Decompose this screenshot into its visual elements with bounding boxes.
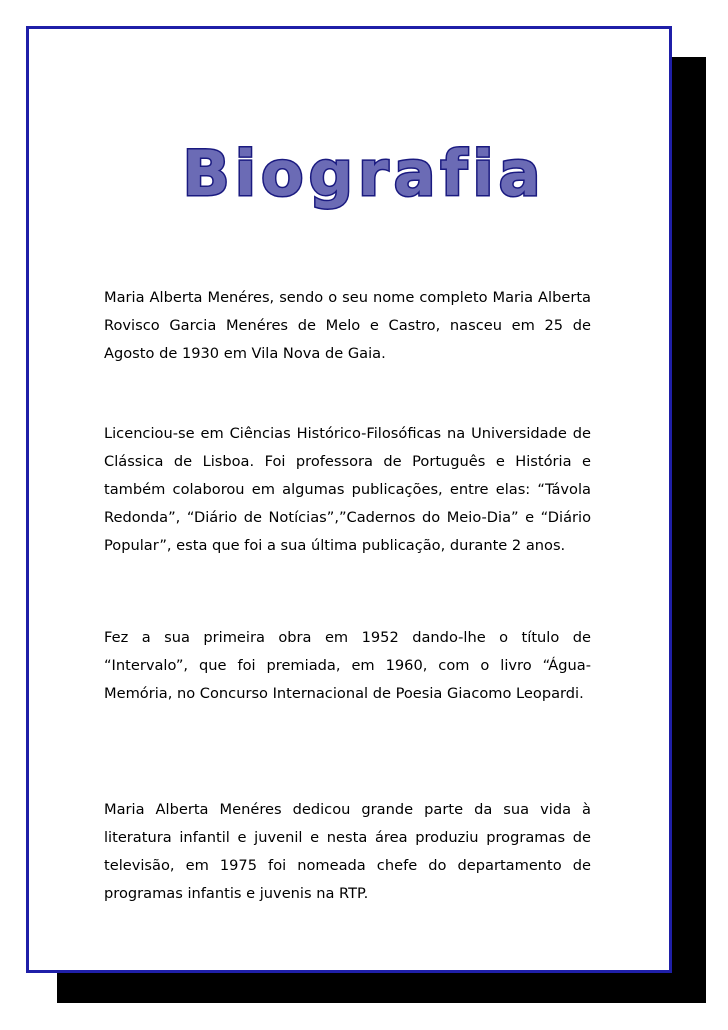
- title-block: [0, 133, 728, 223]
- paragraph-first-work: Fez a sua primeira obra em 1952 dando-lhe o título de “Intervalo”, que foi premiada, em 1960, com o livro “Água-Memória, no Concurso Internacional de Poesia Giacomo Leopardi.: [104, 629, 591, 702]
- paragraph-education: Licenciou-se em Ciências Histórico-Filosóficas na Universidade de Clássica de Lisboa. Foi professora de Português e História e também colaborou em algumas publicações, entre elas: “Távola Redonda”, “Diário de Notícias”,”Cadernos do Meio-Dia” e “Diário Popular”, esta que foi a sua última publicação, durante 2 anos.: [104, 425, 591, 554]
- wordart-title: [134, 133, 594, 223]
- paragraph-children-literature: Maria Alberta Menéres dedicou grande parte da sua vida à literatura infantil e juvenil e nesta área produziu programas de televisão, em 1975 foi nomeada chefe do departamento de programas infantis e juvenis na RTP.: [104, 801, 591, 902]
- page-shadow-bottom: [57, 970, 706, 1003]
- page-title: Biografia: [182, 137, 546, 210]
- paragraph-birth: Maria Alberta Menéres, sendo o seu nome completo Maria Alberta Rovisco Garcia Menéres de Melo e Castro, nasceu em 25 de Agosto de 1930 em Vila Nova de Gaia.: [104, 289, 591, 362]
